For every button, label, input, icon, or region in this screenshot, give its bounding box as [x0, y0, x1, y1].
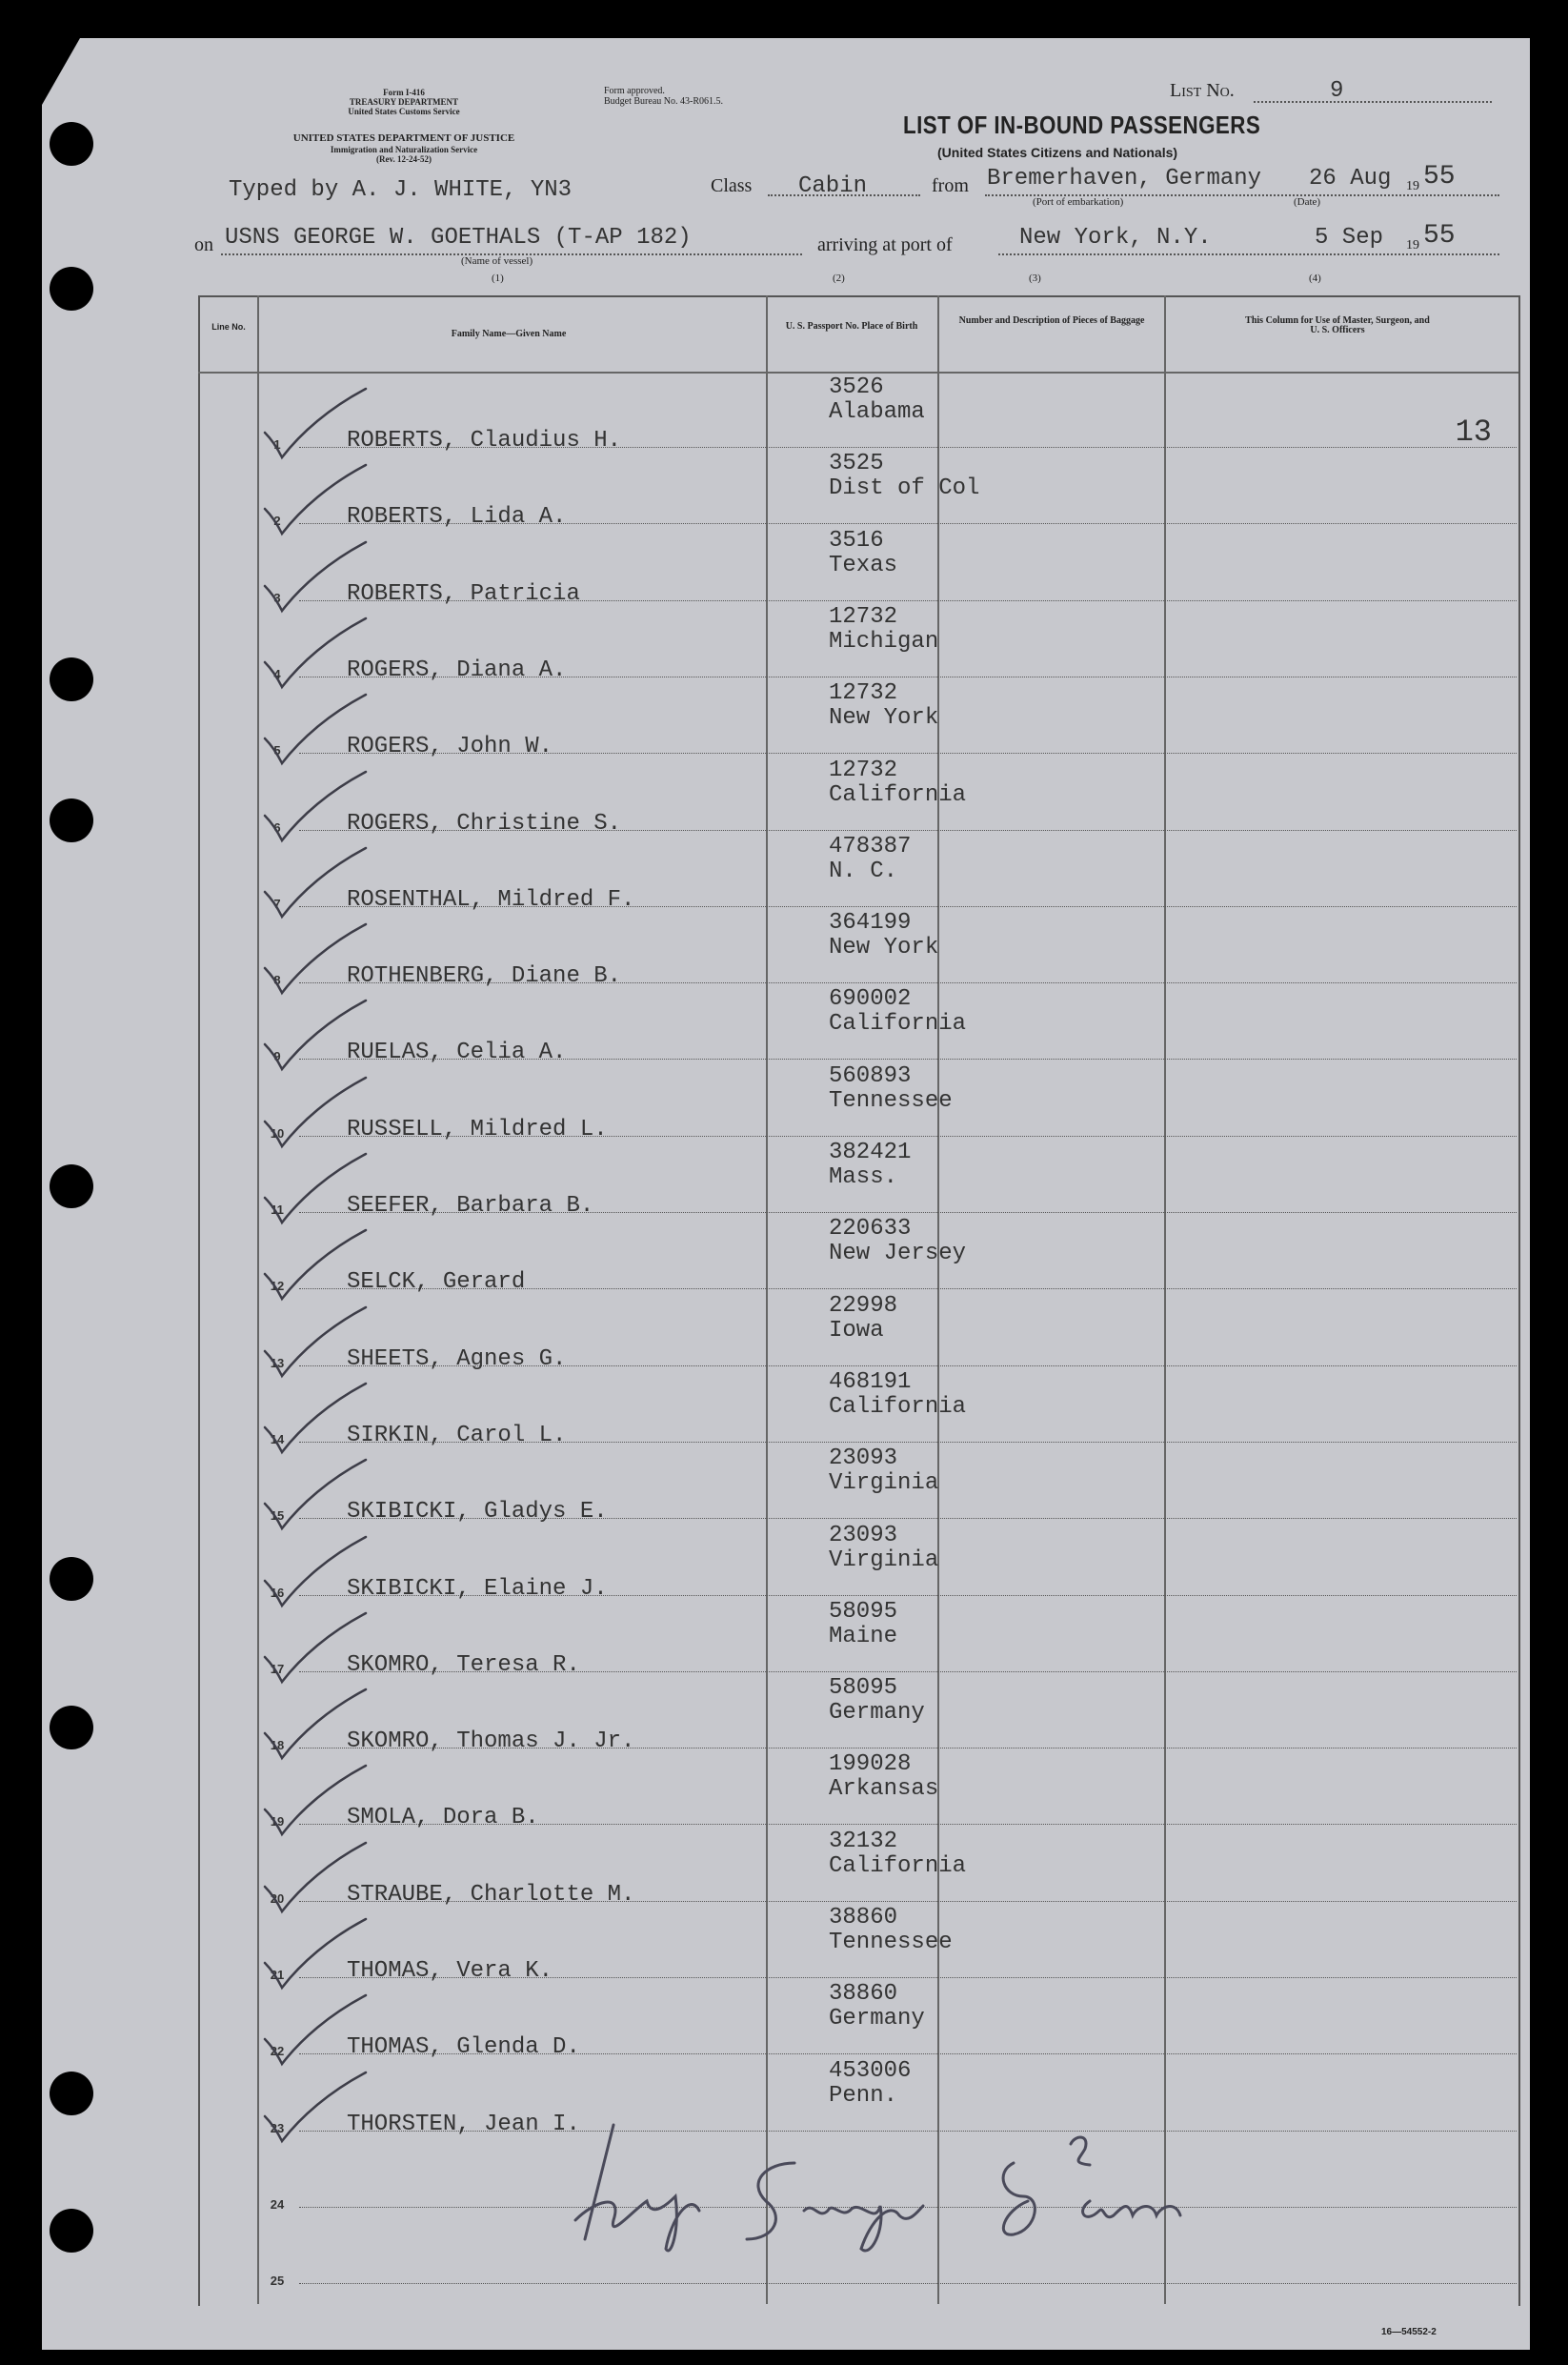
- line-number: 9: [273, 1049, 281, 1064]
- line-number: 12: [270, 1279, 285, 1294]
- place-of-birth: Alabama: [829, 399, 925, 425]
- passport-number: 23093: [829, 1445, 898, 1472]
- passport-number: 220633: [829, 1216, 912, 1243]
- passenger-name: RUELAS, Celia A.: [347, 1040, 567, 1066]
- passenger-name: THORSTEN, Jean I.: [347, 2111, 580, 2137]
- passport-number: 58095: [829, 1675, 898, 1702]
- passenger-name: ROSENTHAL, Mildred F.: [347, 886, 635, 913]
- line-number: 6: [273, 819, 281, 835]
- passport-number: 12732: [829, 757, 898, 783]
- port-embarkation-value: Bremerhaven, Germany: [987, 166, 1262, 192]
- col-header-passport: U. S. Passport No. Place of Birth: [785, 321, 918, 332]
- dept-justice: UNITED STATES DEPARTMENT OF JUSTICE: [292, 132, 515, 144]
- date-embarkation-value: 26 Aug: [1309, 166, 1392, 192]
- class-label: Class: [711, 175, 753, 196]
- table-row: [240, 1594, 1517, 1678]
- passenger-name: SEEFER, Barbara B.: [347, 1193, 594, 1219]
- table-row: [240, 1670, 1517, 1755]
- passport-number: 3525: [829, 451, 884, 477]
- table-row: [240, 753, 1517, 837]
- place-of-birth: New Jersey: [829, 1241, 967, 1267]
- table-row: [240, 1900, 1517, 1984]
- on-label: on: [194, 234, 213, 255]
- line-number: 1: [273, 437, 281, 452]
- line-number: 8: [273, 973, 281, 988]
- budget-bureau: Budget Bureau No. 43-R061.5.: [604, 96, 723, 107]
- passport-number: 690002: [829, 986, 912, 1013]
- line-number: 16: [270, 1585, 285, 1600]
- table-row: [240, 829, 1517, 913]
- place-of-birth: N. C.: [829, 858, 898, 884]
- document-sheet: [42, 38, 1530, 2350]
- passport-number: 32132: [829, 1828, 898, 1854]
- place-of-birth: Virginia: [829, 1470, 939, 1497]
- passenger-name: SHEETS, Agnes G.: [347, 1345, 567, 1372]
- line-number: 11: [271, 1203, 284, 1217]
- place-of-birth: Texas: [829, 552, 898, 578]
- line-number: 3: [273, 590, 281, 605]
- place-of-birth: California: [829, 1393, 967, 1420]
- place-of-birth: Tennessee: [829, 1087, 953, 1114]
- revision: (Rev. 12-24-52): [376, 154, 432, 164]
- line-number: 23: [270, 2120, 285, 2135]
- arrival-year-value: 55: [1423, 221, 1456, 251]
- place-of-birth: Maine: [829, 1623, 898, 1649]
- passenger-name: ROGERS, John W.: [347, 734, 553, 760]
- line-number: 7: [273, 896, 281, 911]
- passenger-name: SKIBICKI, Elaine J.: [347, 1575, 608, 1602]
- punch-hole: [50, 798, 93, 842]
- passenger-name: RUSSELL, Mildred L.: [347, 1116, 608, 1142]
- passenger-name: ROBERTS, Lida A.: [347, 504, 567, 531]
- arrival-port-value: New York, N.Y.: [1019, 225, 1212, 251]
- immigration-service: Immigration and Naturalization Service: [330, 145, 478, 154]
- print-code: 16—54552-2: [1381, 2327, 1437, 2337]
- place-of-birth: California: [829, 781, 967, 808]
- punch-hole: [50, 1706, 93, 1749]
- passenger-name: SIRKIN, Carol L.: [347, 1422, 567, 1448]
- row-baseline: [299, 2283, 1517, 2284]
- line-number: 18: [270, 1738, 285, 1753]
- table-row: [240, 1364, 1517, 1448]
- passport-number: 560893: [829, 1062, 912, 1089]
- passport-number: 38860: [829, 1905, 898, 1930]
- list-no-label: List No.: [1170, 80, 1235, 101]
- line-number: 25: [270, 2274, 285, 2289]
- place-of-birth: Dist of Col: [829, 475, 980, 502]
- table-row: [240, 599, 1517, 683]
- line-number: 14: [270, 1431, 285, 1446]
- passenger-name: ROTHENBERG, Diane B.: [347, 963, 622, 990]
- line-number: 24: [270, 2196, 285, 2212]
- place-of-birth: Michigan: [829, 628, 939, 655]
- passenger-name: ROGERS, Diana A.: [347, 657, 567, 683]
- date-caption: (Date): [1294, 196, 1321, 208]
- punch-hole: [50, 267, 93, 311]
- year-prefix: 19: [1406, 179, 1419, 193]
- place-of-birth: Mass.: [829, 1164, 898, 1190]
- place-of-birth: Penn.: [829, 2082, 898, 2109]
- arriving-label: arriving at port of: [817, 234, 953, 255]
- table-row: [240, 905, 1517, 990]
- punch-hole: [50, 657, 93, 701]
- year-value: 55: [1423, 162, 1456, 192]
- line-number: 15: [270, 1508, 285, 1524]
- table-row: [240, 1518, 1517, 1602]
- form-id: Form I-416: [383, 88, 425, 97]
- place-of-birth: Germany: [829, 1700, 925, 1727]
- arrival-line: [998, 253, 1499, 255]
- place-of-birth: Tennessee: [829, 1930, 953, 1955]
- passport-number: 364199: [829, 910, 912, 937]
- place-of-birth: California: [829, 1852, 967, 1879]
- port-embarkation-caption: (Port of embarkation): [1033, 196, 1124, 208]
- arrival-year-prefix: 19: [1406, 238, 1419, 253]
- passenger-name: SKOMRO, Teresa R.: [347, 1651, 580, 1678]
- line-number: 17: [270, 1661, 285, 1676]
- passport-number: 58095: [829, 1598, 898, 1625]
- document-title: LIST OF IN-BOUND PASSENGERS: [903, 111, 1261, 139]
- table-row: [240, 1211, 1517, 1296]
- place-of-birth: Iowa: [829, 1317, 884, 1344]
- inspector-signature: [556, 2106, 1223, 2258]
- punch-hole: [50, 2209, 93, 2253]
- list-no-line: [1254, 101, 1492, 103]
- table-row: [240, 370, 1517, 454]
- table-row: [240, 1059, 1517, 1142]
- table-row: [240, 1747, 1517, 1831]
- column-number-2: (2): [833, 273, 845, 284]
- line-number: 19: [270, 1814, 285, 1829]
- line-number: 21: [270, 1968, 285, 1982]
- vessel-caption: (Name of vessel): [461, 255, 533, 267]
- table-row: [240, 446, 1517, 531]
- table-row: [240, 676, 1517, 760]
- customs-service: United States Customs Service: [348, 107, 460, 116]
- line-number: 20: [270, 1890, 285, 1906]
- table-row: [240, 1824, 1517, 1908]
- passport-number: 23093: [829, 1522, 898, 1548]
- passenger-name: STRAUBE, Charlotte M.: [347, 1881, 635, 1908]
- arrival-date-value: 5 Sep: [1315, 225, 1384, 251]
- table-row: [240, 1135, 1517, 1219]
- passport-number: 478387: [829, 833, 912, 859]
- passenger-name: ROBERTS, Patricia: [347, 580, 580, 607]
- class-value: Cabin: [798, 173, 868, 199]
- passport-number: 38860: [829, 1981, 898, 2008]
- passport-number: 22998: [829, 1292, 898, 1319]
- line-number: 22: [270, 2044, 285, 2059]
- from-label: from: [932, 175, 969, 196]
- passenger-name: SELCK, Gerard: [347, 1269, 526, 1296]
- line-number: 5: [273, 743, 281, 758]
- punch-hole: [50, 1164, 93, 1208]
- table-row: [240, 981, 1517, 1066]
- col-header-line: Line No.: [211, 322, 246, 332]
- passenger-name: SKOMRO, Thomas J. Jr.: [347, 1728, 635, 1755]
- punch-hole: [50, 1557, 93, 1601]
- punch-hole: [50, 122, 93, 166]
- col-header-name: Family Name—Given Name: [451, 329, 567, 339]
- place-of-birth: New York: [829, 935, 939, 961]
- passport-number: 3526: [829, 374, 884, 400]
- place-of-birth: California: [829, 1011, 967, 1038]
- column-number-3: (3): [1029, 273, 1041, 284]
- passenger-name: ROGERS, Christine S.: [347, 810, 622, 837]
- vessel-value: USNS GEORGE W. GOETHALS (T-AP 182): [225, 225, 692, 251]
- line-number: 13: [270, 1355, 285, 1370]
- officer-note: 13: [1455, 414, 1492, 450]
- line-number: 10: [270, 1125, 285, 1141]
- passport-number: 382421: [829, 1140, 912, 1165]
- column-number-4: (4): [1309, 273, 1321, 284]
- table-row: [240, 1441, 1517, 1526]
- place-of-birth: Arkansas: [829, 1776, 939, 1803]
- passenger-name: SKIBICKI, Gladys E.: [347, 1499, 608, 1526]
- document-subtitle: (United States Citizens and Nationals): [937, 145, 1178, 160]
- line-number: 2: [273, 514, 281, 529]
- table-row: [240, 1288, 1517, 1372]
- passport-number: 453006: [829, 2057, 912, 2084]
- dept-treasury: TREASURY DEPARTMENT: [349, 97, 459, 107]
- passport-number: 3516: [829, 527, 884, 554]
- col-header-officers: This Column for Use of Master, Surgeon, and U. S. Officers: [1245, 315, 1430, 335]
- table-row: [240, 1976, 1517, 2061]
- passenger-name: THOMAS, Vera K.: [347, 1958, 553, 1984]
- passport-number: 468191: [829, 1368, 912, 1395]
- place-of-birth: Virginia: [829, 1546, 939, 1573]
- col-header-baggage: Number and Description of Pieces of Baggage: [958, 315, 1145, 326]
- place-of-birth: Germany: [829, 2006, 925, 2032]
- line-number: 4: [273, 666, 281, 681]
- passport-number: 12732: [829, 680, 898, 707]
- column-number-1: (1): [492, 273, 504, 284]
- punch-hole: [50, 2072, 93, 2115]
- typed-by: Typed by A. J. WHITE, YN3: [229, 177, 573, 203]
- passenger-name: THOMAS, Glenda D.: [347, 2034, 580, 2061]
- passenger-name: ROBERTS, Claudius H.: [347, 428, 622, 454]
- passenger-name: SMOLA, Dora B.: [347, 1805, 539, 1831]
- table-row: [240, 523, 1517, 607]
- passport-number: 199028: [829, 1751, 912, 1778]
- form-approved: Form approved.: [604, 86, 665, 96]
- place-of-birth: New York: [829, 705, 939, 732]
- passport-number: 12732: [829, 603, 898, 630]
- list-no-value: 9: [1330, 78, 1344, 104]
